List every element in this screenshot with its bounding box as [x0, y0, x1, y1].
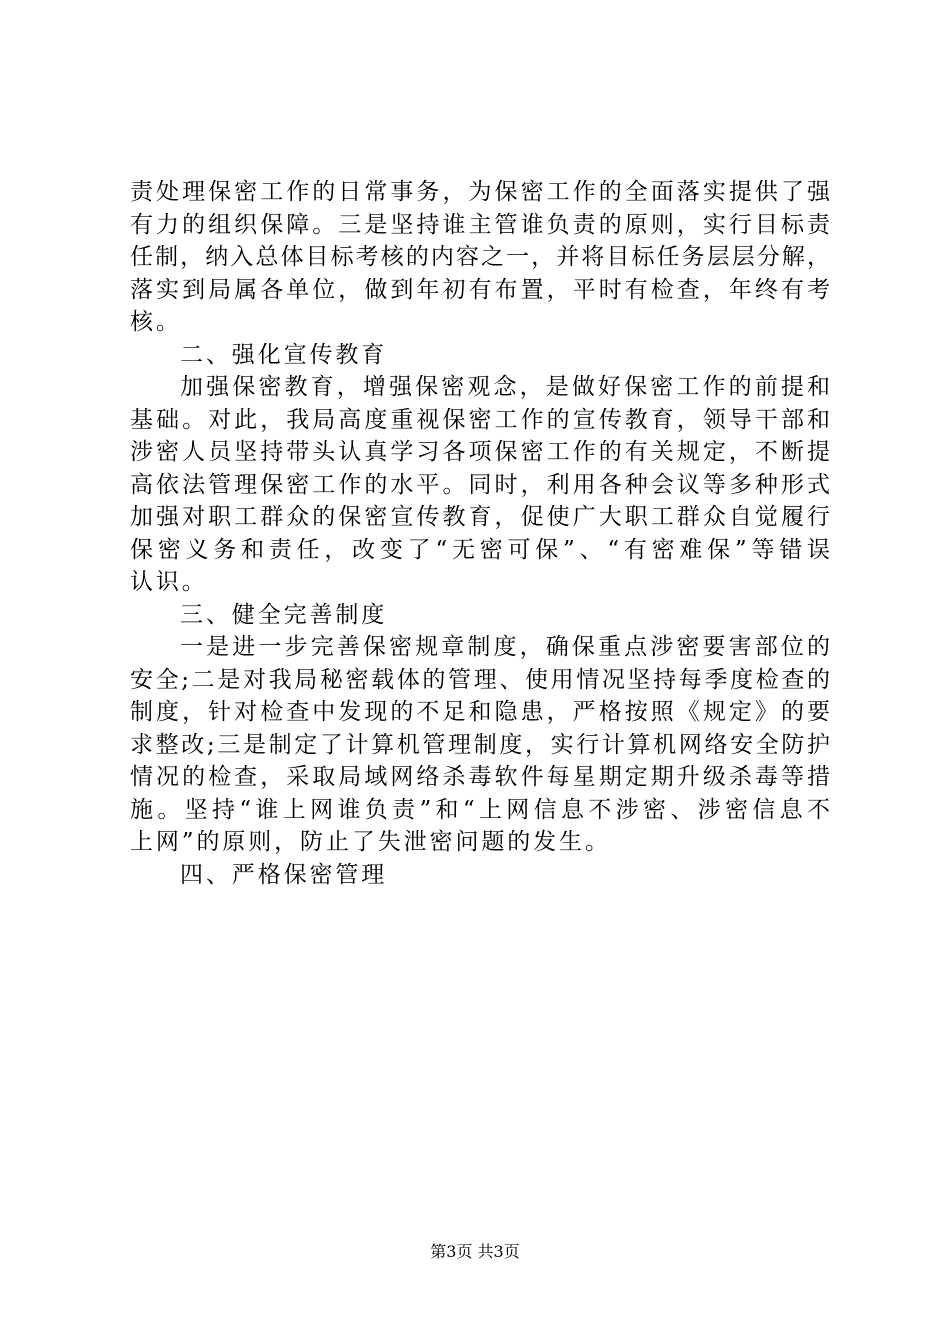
- paragraph-line: 任制，纳入总体目标考核的内容之一，并将目标任务层层分解，: [130, 244, 830, 270]
- paragraph-first-line: 一是进一步完善保密规章制度，确保重点涉密要害部位的: [180, 634, 830, 660]
- paragraph-line: 情况的检查，采取局域网络杀毒软件每星期定期升级杀毒等措: [130, 764, 830, 790]
- paragraph-line: 安全;二是对我局秘密载体的管理、使用情况坚持每季度检查的: [130, 666, 830, 693]
- section-heading: 四、严格保密管理: [180, 861, 388, 888]
- paragraph-line: 制度，针对检查中发现的不足和隐患，严格按照《规定》的要: [130, 699, 830, 725]
- page-footer: 第3页 共3页: [430, 1242, 520, 1261]
- section-heading: 二、强化宣传教育: [180, 341, 388, 368]
- paragraph-line: 求整改;三是制定了计算机管理制度，实行计算机网络安全防护: [130, 731, 830, 758]
- section-heading: 三、健全完善制度: [180, 601, 388, 628]
- paragraph-line: 加强对职工群众的保密宣传教育，促使广大职工群众自觉履行: [130, 504, 830, 530]
- document-body: [130, 176, 830, 891]
- paragraph-line: 施。坚持“谁上网谁负责”和“上网信息不涉密、涉密信息不: [130, 796, 830, 823]
- paragraph-line: 涉密人员坚持带头认真学习各项保密工作的有关规定，不断提: [130, 439, 830, 465]
- paragraph-line: 保密义务和责任，改变了“无密可保”、“有密难保”等错误: [130, 536, 830, 563]
- paragraph-line: 基础。对此，我局高度重视保密工作的宣传教育，领导干部和: [130, 406, 830, 433]
- paragraph-first-line: 加强保密教育，增强保密观念，是做好保密工作的前提和: [180, 374, 830, 400]
- paragraph-line: 高依法管理保密工作的水平。同时，利用各种会议等多种形式: [130, 471, 830, 498]
- paragraph-line: 有力的组织保障。三是坚持谁主管谁负责的原则，实行目标责: [130, 211, 830, 238]
- paragraph-last-line: 上网”的原则，防止了失泄密问题的发生。: [130, 829, 611, 855]
- paragraph-line: 责处理保密工作的日常事务，为保密工作的全面落实提供了强: [130, 179, 830, 205]
- paragraph-last-line: 核。: [130, 309, 182, 335]
- paragraph-last-line: 认识。: [130, 569, 208, 595]
- paragraph-line: 落实到局属各单位，做到年初有布置，平时有检查，年终有考: [130, 276, 830, 303]
